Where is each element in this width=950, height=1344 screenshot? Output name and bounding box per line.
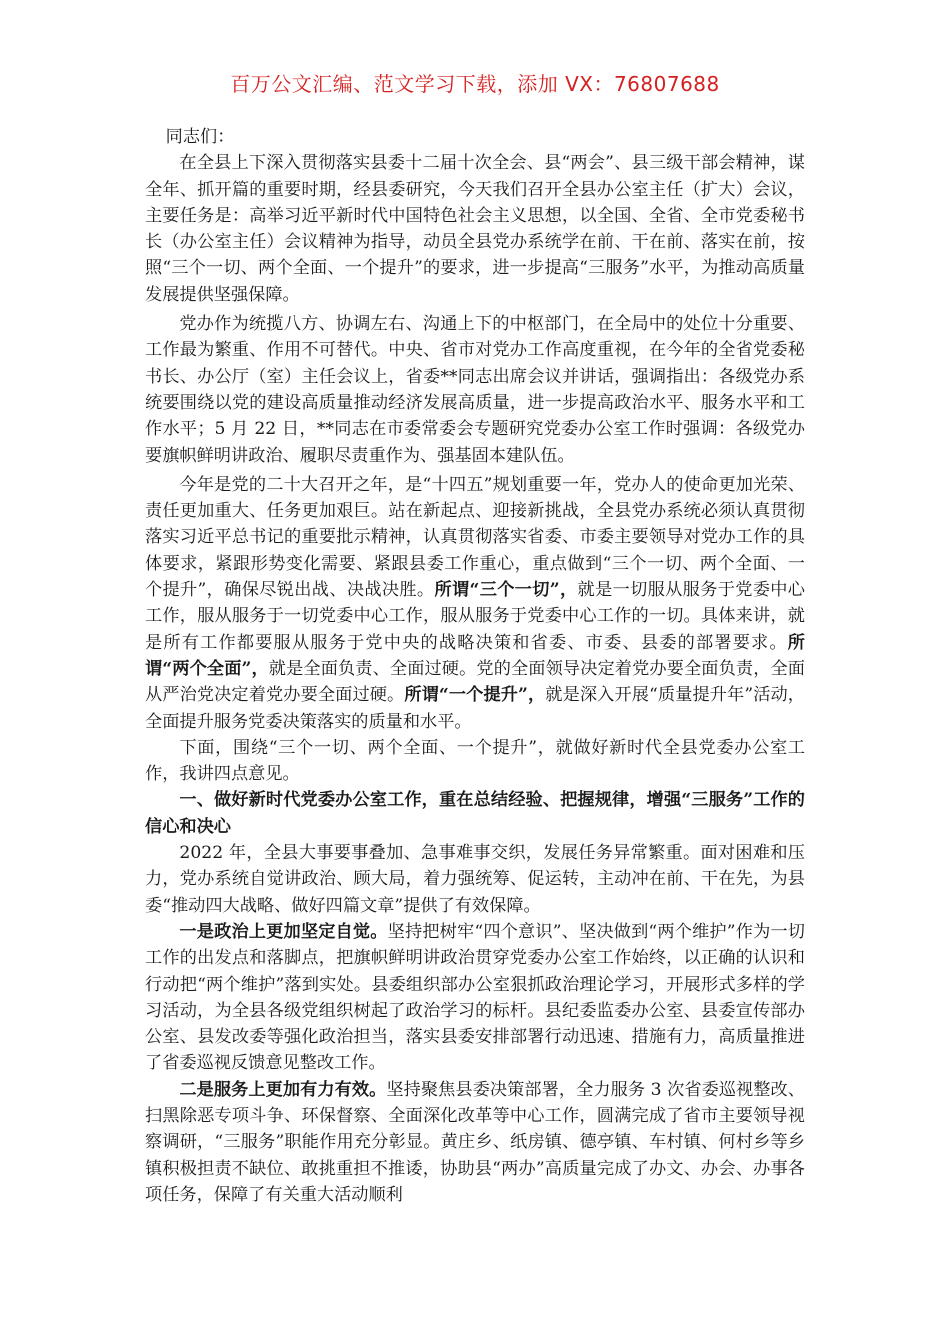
- paragraph-text: 就是深入开展“质量提升年”活动，全面提升服务党委决策落实的质量和水平。: [145, 685, 805, 732]
- point-lead: 一是政治上更加坚定自觉。: [179, 921, 388, 942]
- paragraph-importance: 党办作为统揽八方、协调左右、沟通上下的中枢部门，在全局中的处位十分重要、工作最为繁重、作用不可替代。中央、省市对党办工作高度重视，在今年的全省党委秘书长、办公厅（室）主任会议上，省委**同志出席会议并讲话，强调指出：各级党办系统要围绕以党的建设高质量推动经济发展高质量，进一步提高政治水平、服务水平和工作水平；5 月 22 日，**同志在市委常委会专题研究党委办公室工作时强调：各级党办要旗帜鲜明讲政治、履职尽责重作为、强基固本建队伍。: [145, 314, 805, 466]
- paragraph-text: 就是一切服从服务于党委中心工作，服从服务于一切党委中心工作，服从服务于党委中心工作的一切。具体来讲，就是所有工作都要服从服务于党中央的战略决策和省委、市委、县委的部署要求。: [145, 580, 805, 653]
- paragraph-intro: 在全县上下深入贯彻落实县委十二届十次全会、县“两会”、县三级干部会精神，谋全年、抓开篇的重要时期，经县委研究，今天我们召开全县办公室主任（扩大）会议，主要任务是：高举习近平新时代中国特色社会主义思想，以全国、全省、全市党委秘书长（办公室主任）会议精神为指导，动员全县党办系统学在前、干在前、落实在前，按照“三个一切、两个全面、一个提升”的要求，进一步提高“三服务”水平，为推动高质量发展提供坚强保障。: [145, 153, 805, 305]
- paragraph-point-1: [145, 919, 805, 1077]
- bold-term-one: 所谓“一个提升”，: [404, 685, 546, 706]
- paragraph-2022-summary: 2022 年，全县大事要事叠加、急事难事交织，发展任务异常繁重。面对困难和压力，党办系统自觉讲政治、顾大局，着力强统筹、促运转，主动冲在前、干在先，为县委“推动四大战略、做好四篇文章”提供了有效保障。: [145, 843, 805, 916]
- paragraph-text: 坚持聚焦县委决策部署，全力服务 3 次省委巡视整改、扫黑除恶专项斗争、环保督察、全面深化改革等中心工作，圆满完成了省市主要领导视察调研，“三服务”职能作用充分彰显。黄庄乡、纸房镇、德亭镇、车村镇、何村乡等乡镇积极担责不缺位、敢挑重担不推诿，协助县“两办”高质量完成了办文、办会、办事各项任务，保障了有关重大活动顺利: [145, 1079, 805, 1205]
- paragraph-text: 就是全面负责、全面过硬。党的全面领导决定着党办要全面负责，全面从严治党决定着党办要全面过硬。: [145, 658, 805, 706]
- bold-term-three: 所谓“三个一切”，: [434, 580, 578, 601]
- section-heading-1: 一、做好新时代党委办公室工作，重在总结经验、把握规律，增强“三服务”工作的信心和决心: [145, 790, 805, 837]
- paragraph-text: 今年是党的二十大召开之年，是“十四五”规划重要一年，党办人的使命更加光荣、责任更加重大、任务更加艰巨。站在新起点、迎接新挑战，全县党办系统必须认真贯彻落实习近平总书记的重要批示精神，认真贯彻落实省委、市委主要领导对党办工作的具体要求，紧跟形势变化需要、紧跟县委工作重心，重点做到“三个一切、两个全面、一个提升”，确保尽锐出战、决战决胜。: [145, 474, 805, 601]
- salutation: 同志们：: [165, 127, 235, 147]
- point-lead: 二是服务上更加有力有效。: [179, 1079, 387, 1100]
- header-banner: 百万公文汇编、范文学习下载，添加 VX：76807688: [230, 72, 720, 96]
- paragraph-text: 坚持把树牢“四个意识”、坚决做到“两个维护”作为一切工作的出发点和落脚点，把旗帜鲜明讲政治贯穿党委办公室工作始终，以正确的认识和行动把“两个维护”落到实处。县委组织部办公室狠抓政治理论学习，开展形式多样的学习活动，为全县各级党组织树起了政治学习的标杆。县纪委监委办公室、县委宣传部办公室、县发改委等强化政治担当，落实县委安排部署行动迅速、措施有力，高质量推进了省委巡视反馈意见整改工作。: [145, 921, 805, 1074]
- paragraph-point-2: [145, 1077, 805, 1208]
- bold-term-two: 所谓“两个全面”，: [145, 632, 805, 679]
- paragraph-requirements: [145, 472, 805, 735]
- document-body: [145, 124, 805, 1208]
- paragraph-outline: 下面，围绕“三个一切、两个全面、一个提升”，就做好新时代全县党委办公室工作，我讲四点意见。: [145, 737, 805, 785]
